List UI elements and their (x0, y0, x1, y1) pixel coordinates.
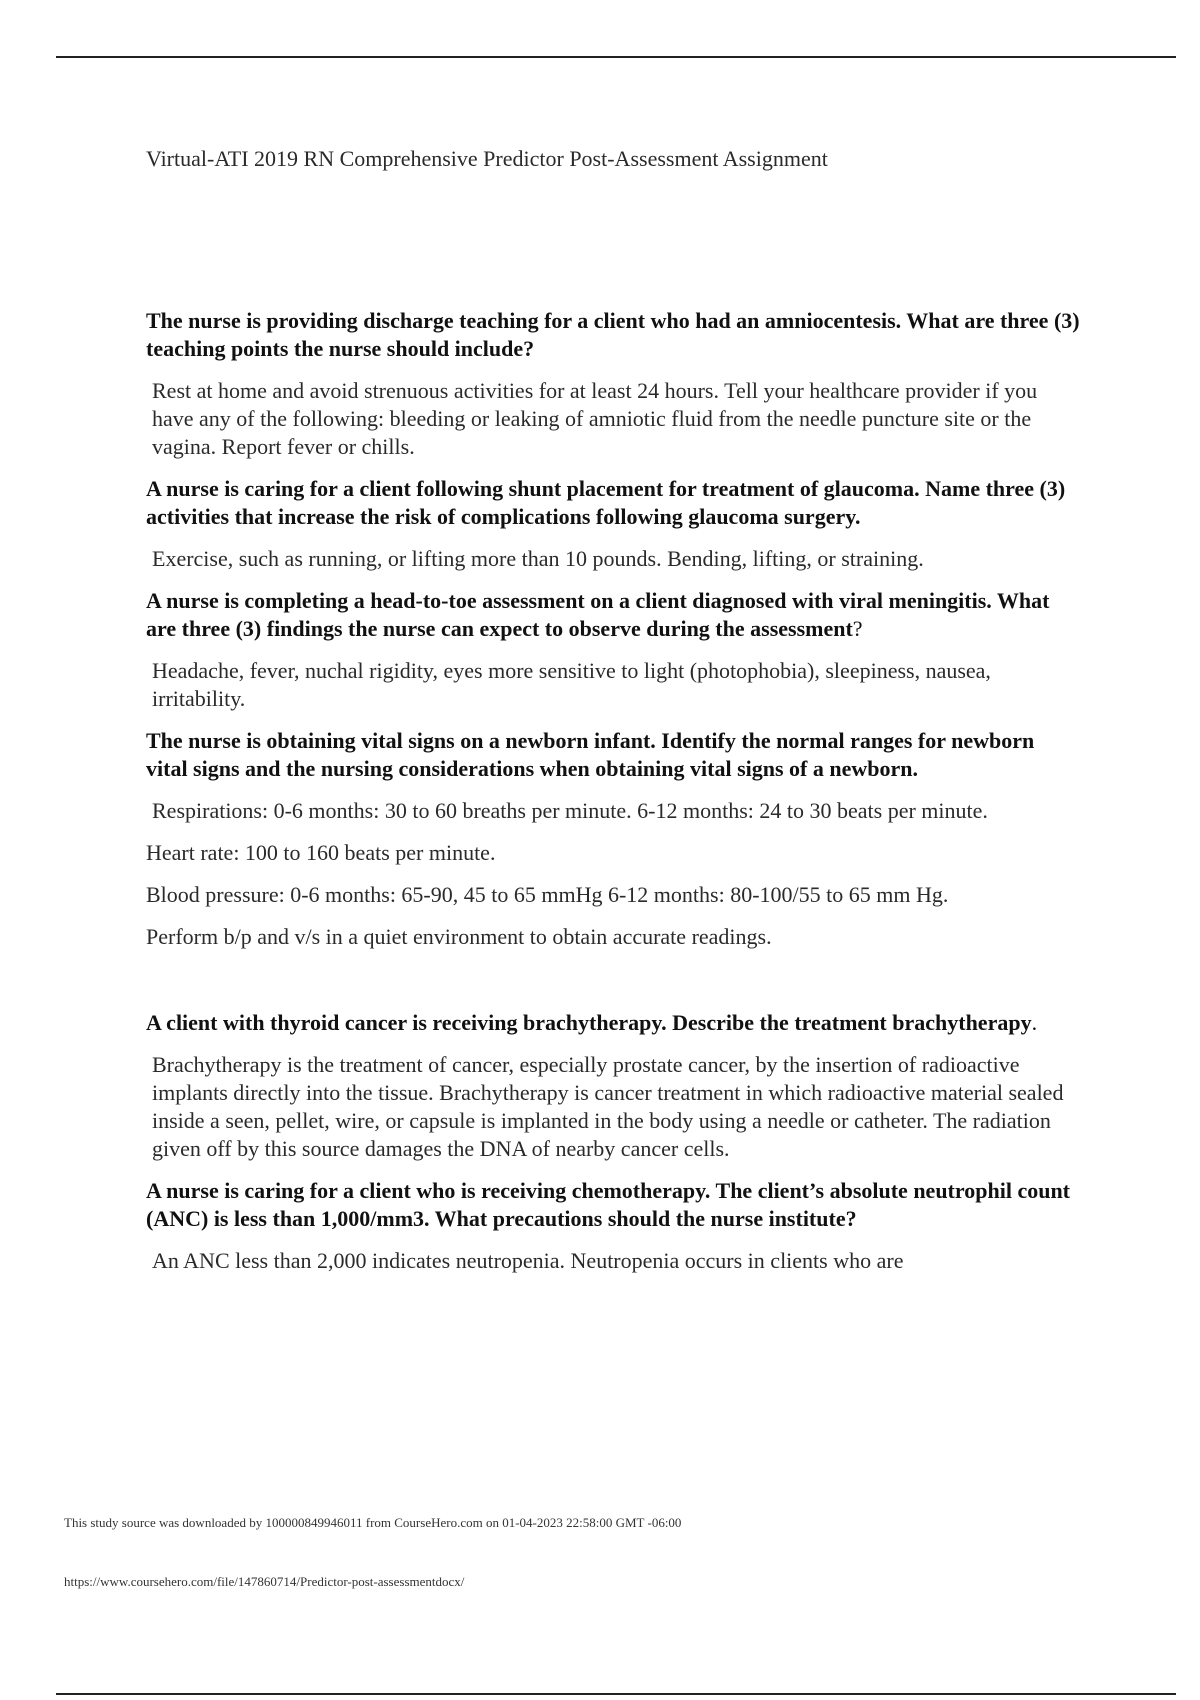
answer-3: Headache, fever, nuchal rigidity, eyes more sensitive to light (photophobia), sleepiness, nausea, irritability. (152, 658, 991, 711)
answer-4-heart-rate: Heart rate: 100 to 160 beats per minute. (146, 840, 496, 865)
document-title: Virtual-ATI 2019 RN Comprehensive Predictor Post-Assessment Assignment (146, 146, 828, 171)
answer-5: Brachytherapy is the treatment of cancer, especially prostate cancer, by the insertion of radioactive implants directly into the tissue. Brachytherapy is cancer treatment in which radioactive material sealed inside a seen, pellet, wire, or capsule is implanted in the body using a needle or catheter. The radiation given off by this source damages the DNA of nearby cancer cells. (152, 1052, 1064, 1161)
document-body (146, 307, 1081, 1289)
question-1: The nurse is providing discharge teaching for a client who had an amniocentesis. What are three (3) teaching points the nurse should include? (146, 308, 1080, 361)
answer-4-consideration: Perform b/p and v/s in a quiet environment to obtain accurate readings. (146, 924, 772, 949)
download-source-note: This study source was downloaded by 100000849946011 from CourseHero.com on 01-04-2023 22:58:00 GMT -06:00 (64, 1515, 682, 1530)
top-rule (56, 56, 1176, 58)
question-3-text: A nurse is completing a head-to-toe assessment on a client diagnosed with viral meningitis. What are three (3) findings the nurse can expect to observe during the assessment (146, 588, 1050, 641)
answer-6: An ANC less than 2,000 indicates neutropenia. Neutropenia occurs in clients who are (152, 1248, 904, 1273)
question-5 (146, 1009, 1081, 1037)
question-5-end: . (1031, 1010, 1038, 1035)
answer-2: Exercise, such as running, or lifting more than 10 pounds. Bending, lifting, or straining. (152, 546, 924, 571)
source-url: https://www.coursehero.com/file/147860714/Predictor-post-assessmentdocx/ (64, 1574, 465, 1589)
question-2: A nurse is caring for a client following shunt placement for treatment of glaucoma. Name three (3) activities that increase the risk of complications following glaucoma surgery. (146, 476, 1066, 529)
question-3-end: ? (852, 616, 863, 641)
answer-4-respirations: Respirations: 0-6 months: 30 to 60 breaths per minute. 6-12 months: 24 to 30 beats per minute. (152, 798, 988, 823)
section-spacer (146, 965, 1081, 1009)
bottom-rule (56, 1693, 1176, 1695)
question-5-text: A client with thyroid cancer is receiving brachytherapy. Describe the treatment brachytherapy (146, 1010, 1032, 1035)
answer-1: Rest at home and avoid strenuous activities for at least 24 hours. Tell your healthcare provider if you have any of the following: bleeding or leaking of amniotic fluid from the needle puncture site or the vagina. Report fever or chills. (152, 378, 1038, 459)
question-3 (146, 587, 1081, 643)
question-6: A nurse is caring for a client who is receiving chemotherapy. The client’s absolute neutrophil count (ANC) is less than 1,000/mm3. What precautions should the nurse institute? (146, 1178, 1070, 1231)
answer-4-blood-pressure: Blood pressure: 0-6 months: 65-90, 45 to 65 mmHg 6-12 months: 80-100/55 to 65 mm Hg. (146, 882, 949, 907)
question-4: The nurse is obtaining vital signs on a newborn infant. Identify the normal ranges for newborn vital signs and the nursing considerations when obtaining vital signs of a newborn. (146, 728, 1035, 781)
